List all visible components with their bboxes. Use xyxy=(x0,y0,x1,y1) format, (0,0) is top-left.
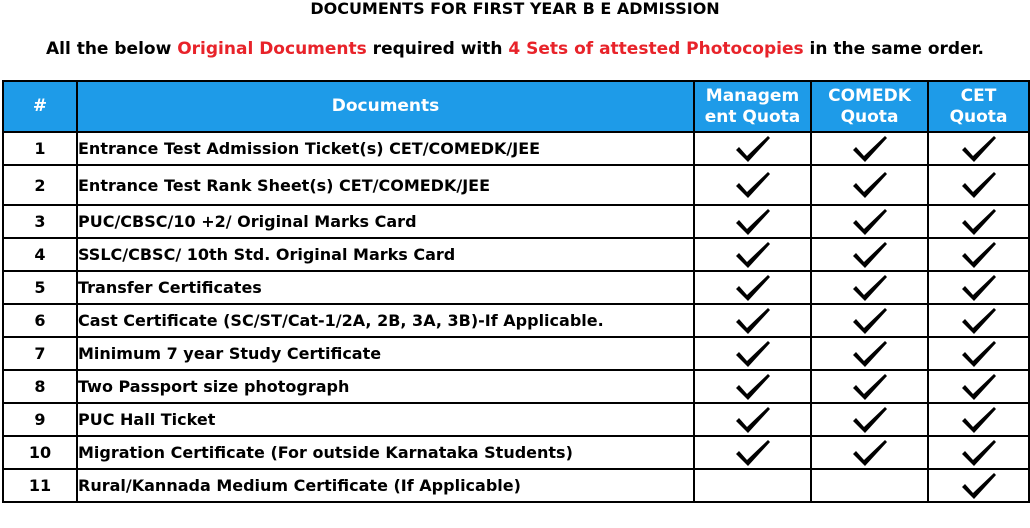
row-number: 2 xyxy=(3,165,77,205)
header-management-quota: Managem ent Quota xyxy=(694,81,811,132)
checkmark-icon xyxy=(960,274,998,302)
cet-quota-cell xyxy=(928,205,1029,238)
row-number: 8 xyxy=(3,370,77,403)
document-name: PUC Hall Ticket xyxy=(77,403,694,436)
checkmark-icon xyxy=(960,373,998,401)
management-quota-cell xyxy=(694,436,811,469)
row-number: 6 xyxy=(3,304,77,337)
cet-quota-cell xyxy=(928,165,1029,205)
instructions-text-2: required with xyxy=(366,39,509,59)
checkmark-icon xyxy=(960,241,998,269)
table-row xyxy=(3,132,1029,165)
document-name: Rural/Kannada Medium Certificate (If Applicable) xyxy=(77,469,694,502)
table-row xyxy=(3,304,1029,337)
table-body xyxy=(3,132,1029,502)
document-name: Entrance Test Admission Ticket(s) CET/COMEDK/JEE xyxy=(77,132,694,165)
comedk-quota-cell xyxy=(811,403,928,436)
checkmark-icon xyxy=(960,171,998,199)
cet-quota-cell xyxy=(928,469,1029,502)
cet-quota-cell xyxy=(928,403,1029,436)
checkmark-icon xyxy=(960,340,998,368)
table-row xyxy=(3,436,1029,469)
management-quota-cell xyxy=(694,271,811,304)
cet-quota-cell xyxy=(928,370,1029,403)
comedk-quota-cell xyxy=(811,436,928,469)
document-name: Cast Certificate (SC/ST/Cat-1/2A, 2B, 3A, 3B)-If Applicable. xyxy=(77,304,694,337)
empty-mark xyxy=(812,472,927,500)
row-number: 3 xyxy=(3,205,77,238)
table-row xyxy=(3,165,1029,205)
documents-table xyxy=(2,80,1030,503)
comedk-quota-cell xyxy=(811,337,928,370)
document-name: Minimum 7 year Study Certificate xyxy=(77,337,694,370)
cet-quota-cell xyxy=(928,436,1029,469)
management-quota-cell xyxy=(694,370,811,403)
table-header-row xyxy=(3,81,1029,132)
instructions-line xyxy=(0,38,1030,60)
checkmark-icon xyxy=(960,135,998,163)
management-quota-cell xyxy=(694,337,811,370)
checkmark-icon xyxy=(960,307,998,335)
checkmark-icon xyxy=(734,274,772,302)
checkmark-icon xyxy=(851,171,889,199)
checkmark-icon xyxy=(851,406,889,434)
checkmark-icon xyxy=(851,373,889,401)
row-number: 11 xyxy=(3,469,77,502)
comedk-quota-cell xyxy=(811,370,928,403)
management-quota-cell xyxy=(694,403,811,436)
document-name: Transfer Certificates xyxy=(77,271,694,304)
cet-quota-cell xyxy=(928,132,1029,165)
checkmark-icon xyxy=(851,274,889,302)
cet-quota-cell xyxy=(928,337,1029,370)
row-number: 7 xyxy=(3,337,77,370)
row-number: 4 xyxy=(3,238,77,271)
row-number: 1 xyxy=(3,132,77,165)
instructions-highlight-photocopies: 4 Sets of attested Photocopies xyxy=(508,39,804,59)
checkmark-icon xyxy=(851,439,889,467)
table-row xyxy=(3,370,1029,403)
management-quota-cell xyxy=(694,165,811,205)
checkmark-icon xyxy=(851,241,889,269)
management-quota-cell xyxy=(694,238,811,271)
table-row xyxy=(3,337,1029,370)
instructions-text-3: in the same order. xyxy=(803,39,985,59)
checkmark-icon xyxy=(851,208,889,236)
document-name: Two Passport size photograph xyxy=(77,370,694,403)
management-quota-cell xyxy=(694,132,811,165)
comedk-quota-cell xyxy=(811,238,928,271)
checkmark-icon xyxy=(734,406,772,434)
checkmark-icon xyxy=(960,472,998,500)
management-quota-cell xyxy=(694,304,811,337)
instructions-highlight-original: Original Documents xyxy=(177,39,367,59)
empty-mark xyxy=(695,472,810,500)
table-row xyxy=(3,205,1029,238)
header-documents: Documents xyxy=(77,81,694,132)
row-number: 5 xyxy=(3,271,77,304)
cet-quota-cell xyxy=(928,271,1029,304)
management-quota-cell xyxy=(694,205,811,238)
checkmark-icon xyxy=(960,406,998,434)
checkmark-icon xyxy=(734,373,772,401)
comedk-quota-cell xyxy=(811,165,928,205)
checkmark-icon xyxy=(734,439,772,467)
checkmark-icon xyxy=(734,307,772,335)
table-row xyxy=(3,271,1029,304)
checkmark-icon xyxy=(734,241,772,269)
comedk-quota-cell xyxy=(811,205,928,238)
instructions-text-1: All the below xyxy=(45,39,178,59)
comedk-quota-cell xyxy=(811,132,928,165)
comedk-quota-cell xyxy=(811,271,928,304)
table-row xyxy=(3,403,1029,436)
page-title: DOCUMENTS FOR FIRST YEAR B E ADMISSION xyxy=(310,0,720,18)
checkmark-icon xyxy=(851,307,889,335)
header-comedk-quota: COMEDK Quota xyxy=(811,81,928,132)
document-name: SSLC/CBSC/ 10th Std. Original Marks Card xyxy=(77,238,694,271)
checkmark-icon xyxy=(734,171,772,199)
checkmark-icon xyxy=(851,135,889,163)
comedk-quota-cell xyxy=(811,304,928,337)
table-row xyxy=(3,238,1029,271)
document-name: Migration Certificate (For outside Karnataka Students) xyxy=(77,436,694,469)
table-row xyxy=(3,469,1029,502)
checkmark-icon xyxy=(960,208,998,236)
checkmark-icon xyxy=(734,340,772,368)
document-name: PUC/CBSC/10 +2/ Original Marks Card xyxy=(77,205,694,238)
cet-quota-cell xyxy=(928,304,1029,337)
row-number: 9 xyxy=(3,403,77,436)
header-number: # xyxy=(3,81,77,132)
row-number: 10 xyxy=(3,436,77,469)
comedk-quota-cell xyxy=(811,469,928,502)
checkmark-icon xyxy=(960,439,998,467)
checkmark-icon xyxy=(734,208,772,236)
document-name: Entrance Test Rank Sheet(s) CET/COMEDK/JEE xyxy=(77,165,694,205)
cet-quota-cell xyxy=(928,238,1029,271)
checkmark-icon xyxy=(851,340,889,368)
header-cet-quota: CET Quota xyxy=(928,81,1029,132)
checkmark-icon xyxy=(734,135,772,163)
management-quota-cell xyxy=(694,469,811,502)
